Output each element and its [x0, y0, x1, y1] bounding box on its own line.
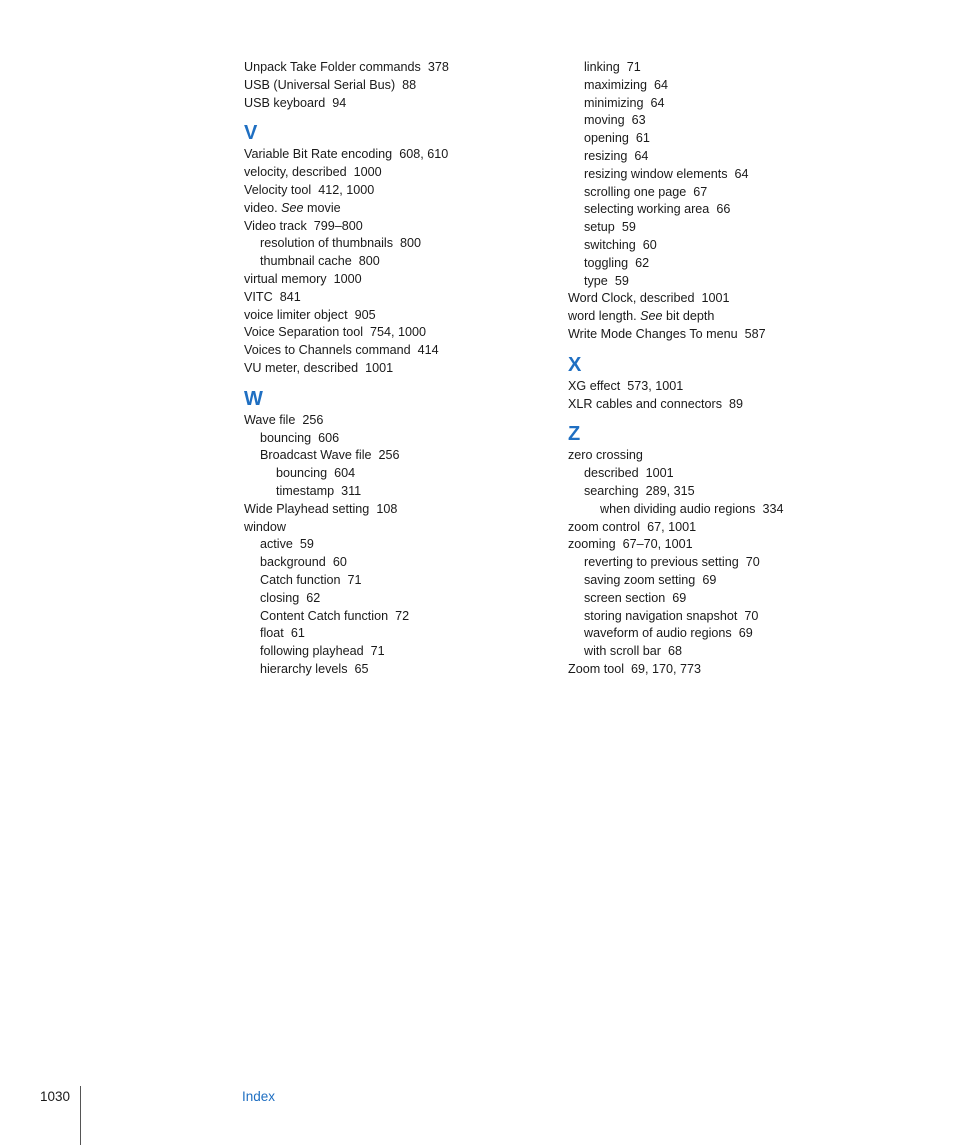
index-entry: [568, 290, 908, 308]
index-entry: [244, 360, 554, 378]
index-term: Catch function: [260, 572, 341, 587]
index-term: Video track: [244, 218, 307, 233]
index-page-refs: 800: [400, 236, 422, 251]
index-page-refs: 108: [376, 501, 398, 516]
index-term: hierarchy levels: [260, 661, 348, 676]
index-page-refs: 62: [635, 255, 650, 270]
index-term: Word Clock, described: [568, 291, 695, 306]
index-section-letter: W: [244, 387, 263, 410]
index-entry: [568, 112, 908, 130]
index-entry: [244, 661, 554, 679]
index-page-refs: 412, 1000: [318, 182, 375, 197]
index-term: velocity, described: [244, 165, 347, 180]
index-page-refs: 754, 1000: [370, 325, 427, 340]
index-entry: [244, 271, 554, 289]
index-term: following playhead: [260, 644, 364, 659]
index-term: described: [584, 466, 639, 481]
index-page-refs: 608, 610: [399, 147, 449, 162]
index-entry: [568, 661, 908, 679]
index-term: Content Catch function: [260, 608, 389, 623]
index-page-refs: 61: [290, 626, 305, 641]
index-entry: [244, 447, 554, 465]
index-term: Voices to Channels command: [244, 343, 411, 358]
index-term: Zoom tool: [568, 661, 624, 676]
index-page-refs: 800: [358, 254, 380, 269]
index-entry: [568, 590, 908, 608]
index-entry: [568, 536, 908, 554]
index-entry: [568, 255, 908, 273]
index-section-letter: X: [568, 353, 582, 376]
index-term: Variable Bit Rate encoding: [244, 147, 393, 162]
index-entry: [244, 253, 554, 271]
index-page-refs: 61: [635, 131, 650, 146]
index-entry: [568, 465, 908, 483]
index-term: Unpack Take Folder commands: [244, 60, 421, 74]
index-term: thumbnail cache: [260, 254, 352, 269]
index-page-refs: 587: [744, 326, 766, 341]
index-term: Broadcast Wave file: [260, 448, 372, 463]
index-term: switching: [584, 237, 636, 252]
index-term: XG effect: [568, 378, 621, 393]
index-page-refs: 62: [306, 590, 321, 605]
index-term: XLR cables and connectors: [568, 396, 723, 411]
index-page-refs: 70: [745, 555, 760, 570]
index-page-refs: 60: [332, 555, 347, 570]
index-term: timestamp: [276, 483, 335, 498]
index-section-letter: Z: [568, 423, 581, 446]
index-entry: [568, 148, 908, 166]
index-entry: [568, 608, 908, 626]
index-term: Velocity tool: [244, 182, 312, 197]
index-entry: [244, 59, 554, 77]
index-term: type: [584, 273, 608, 288]
index-entry: [568, 483, 908, 501]
index-page-refs: 311: [341, 483, 362, 498]
index-term: screen section: [584, 590, 666, 605]
index-page-refs: 1000: [353, 165, 382, 180]
index-see-label: See: [281, 200, 304, 215]
index-term: toggling: [584, 255, 629, 270]
index-see-label: See: [640, 309, 663, 324]
index-term: minimizing: [584, 95, 644, 110]
index-entry: [568, 308, 908, 326]
index-term: Write Mode Changes To menu: [568, 326, 738, 341]
index-term: virtual memory: [244, 271, 327, 286]
index-entry: [244, 77, 554, 95]
index-term: linking: [584, 60, 620, 74]
index-page-refs: 1001: [365, 360, 394, 375]
index-column-right: [568, 59, 908, 679]
index-entry: [244, 182, 554, 200]
index-page-refs: 59: [299, 537, 314, 552]
index-page-refs: 89: [729, 396, 744, 411]
index-term: VU meter, described: [244, 360, 359, 375]
index-page-refs: 63: [631, 113, 646, 128]
index-term: reverting to previous setting: [584, 555, 739, 570]
index-entry: [244, 625, 554, 643]
index-term: zooming: [568, 537, 616, 552]
index-page-refs: 67–70, 1001: [622, 537, 693, 552]
index-page-refs: 841: [279, 289, 301, 304]
index-page-refs: 1000: [333, 271, 362, 286]
index-page-refs: 59: [621, 220, 636, 235]
index-entry: [244, 307, 554, 325]
index-term: zoom control: [568, 519, 641, 534]
index-term: VITC: [244, 289, 273, 304]
index-entry: [244, 289, 554, 307]
index-page-refs: 64: [734, 166, 749, 181]
index-term: word length.: [568, 309, 637, 324]
index-term: bouncing: [276, 466, 328, 481]
index-entry: [568, 447, 908, 465]
index-page-refs: 799–800: [313, 218, 363, 233]
index-page-refs: 378: [427, 60, 449, 74]
index-entry: [244, 501, 554, 519]
index-entry: [568, 273, 908, 291]
index-entry: [568, 77, 908, 95]
index-page-refs: 604: [334, 466, 356, 481]
index-entry: [568, 130, 908, 148]
index-page-refs: 64: [634, 148, 649, 163]
index-entry: [244, 608, 554, 626]
index-term: moving: [584, 113, 625, 128]
index-column-left: [244, 59, 554, 679]
index-term: active: [260, 537, 293, 552]
index-page-refs: 64: [650, 95, 665, 110]
index-see-reference: movie: [307, 200, 341, 215]
index-entry: [568, 643, 908, 661]
index-page-refs: 69: [702, 572, 717, 587]
index-term: video.: [244, 200, 278, 215]
footer-section-label: Index: [242, 1089, 276, 1104]
index-entry: [568, 184, 908, 202]
index-section-letter: V: [244, 122, 258, 145]
index-page-refs: 94: [332, 95, 347, 110]
index-entry: [244, 95, 554, 113]
index-term: saving zoom setting: [584, 572, 696, 587]
index-entry: [244, 146, 554, 164]
index-entry: [568, 378, 908, 396]
index-term: float: [260, 626, 284, 641]
index-term: resolution of thumbnails: [260, 236, 394, 251]
index-page-refs: 1001: [701, 291, 730, 306]
index-entry: [244, 572, 554, 590]
index-page-refs: 66: [716, 202, 731, 217]
index-entry: [568, 519, 908, 537]
index-see-reference: bit depth: [666, 309, 715, 324]
index-term: Wave file: [244, 412, 296, 427]
index-term: with scroll bar: [584, 644, 661, 659]
index-term: searching: [584, 483, 639, 498]
index-page-refs: 70: [744, 608, 759, 623]
index-page-refs: 67, 1001: [647, 519, 697, 534]
index-entry: [568, 237, 908, 255]
index-term: opening: [584, 131, 629, 146]
index-entry: [244, 412, 554, 430]
index-entry: [568, 201, 908, 219]
index-entry: [244, 590, 554, 608]
index-entry: [244, 519, 554, 537]
footer-divider: [80, 1086, 81, 1145]
index-entry: [568, 326, 908, 344]
index-term: USB keyboard: [244, 95, 326, 110]
index-term: when dividing audio regions: [600, 501, 756, 516]
index-page-refs: 256: [302, 412, 324, 427]
index-entry: [244, 235, 554, 253]
index-page-refs: 414: [417, 343, 439, 358]
index-term: voice limiter object: [244, 307, 348, 322]
index-page-refs: 573, 1001: [627, 378, 684, 393]
index-page-refs: 71: [370, 644, 385, 659]
index-page-refs: 72: [395, 608, 410, 623]
index-term: storing navigation snapshot: [584, 608, 738, 623]
index-term: resizing: [584, 148, 628, 163]
index-entry: [568, 554, 908, 572]
index-page-refs: 606: [318, 430, 340, 445]
page-number: 1030: [40, 1089, 71, 1104]
index-term: Voice Separation tool: [244, 325, 364, 340]
index-page-refs: 88: [402, 77, 417, 92]
index-term: selecting working area: [584, 202, 710, 217]
index-entry: [244, 430, 554, 448]
index-page-refs: 60: [642, 237, 657, 252]
index-entry: [244, 342, 554, 360]
index-entry: [244, 324, 554, 342]
index-page-refs: 334: [762, 501, 784, 516]
index-entry: [244, 218, 554, 236]
index-term: Wide Playhead setting: [244, 501, 370, 516]
index-entry: [244, 483, 554, 501]
index-page-refs: 69, 170, 773: [631, 661, 702, 676]
index-entry: [244, 554, 554, 572]
index-page-refs: 1001: [645, 466, 674, 481]
index-term: closing: [260, 590, 300, 605]
index-page-refs: 59: [614, 273, 629, 288]
index-page-refs: 69: [738, 626, 753, 641]
index-entry: [568, 95, 908, 113]
index-page-refs: 71: [626, 60, 641, 74]
index-page-refs: 67: [693, 184, 708, 199]
index-entry: [244, 164, 554, 182]
index-page-refs: 65: [354, 661, 369, 676]
index-term: zero crossing: [568, 448, 643, 463]
index-entry: [244, 643, 554, 661]
index-term: window: [244, 519, 286, 534]
index-entry: [568, 572, 908, 590]
index-page-refs: 64: [653, 77, 668, 92]
index-entry: [568, 625, 908, 643]
index-term: setup: [584, 220, 615, 235]
index-term: maximizing: [584, 77, 647, 92]
index-entry: [568, 396, 908, 414]
index-entry: [568, 219, 908, 237]
index-page-refs: 71: [347, 572, 362, 587]
index-entry: [244, 200, 554, 218]
index-entry: [568, 501, 908, 519]
index-page-refs: 69: [672, 590, 687, 605]
index-page-refs: 905: [354, 307, 376, 322]
index-page-refs: 289, 315: [645, 483, 695, 498]
index-entry: [568, 166, 908, 184]
index-term: waveform of audio regions: [584, 626, 732, 641]
index-term: resizing window elements: [584, 166, 728, 181]
index-entry: [244, 465, 554, 483]
index-term: scrolling one page: [584, 184, 687, 199]
index-page-refs: 256: [378, 448, 400, 463]
index-term: background: [260, 555, 326, 570]
index-entry: [244, 536, 554, 554]
index-term: USB (Universal Serial Bus): [244, 77, 396, 92]
index-term: bouncing: [260, 430, 312, 445]
index-entry: [568, 59, 908, 77]
index-page-refs: 68: [667, 644, 682, 659]
